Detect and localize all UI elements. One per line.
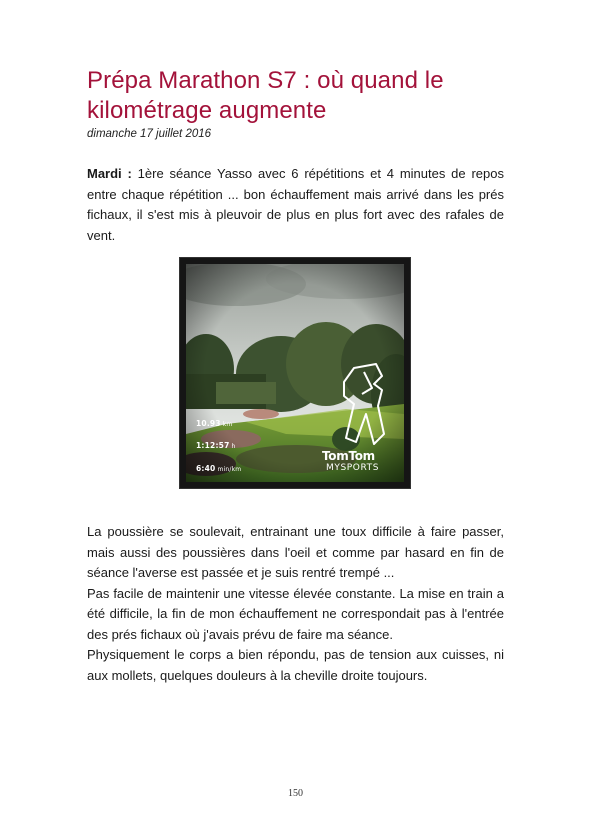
page-number: 150 [288,788,303,799]
duration-stat: 1:12:57 h [196,441,236,450]
tomtom-logo: TomTom [322,449,375,463]
paragraph-line: La poussière se soulevait, entrainant une toux difficile à faire passer, mais aussi des poussières dans l'oeil et comme par hasard en fin de séance l'averse est passée et je suis rentré trempé ... [87,524,504,580]
post-date: dimanche 17 juillet 2016 [87,128,212,140]
paragraph-line: Pas facile de maintenir une vitesse élevée constante. La mise en train a été difficile, la fin de mon échauffement ne correspondait pas à l'entrée des prés fichaux où j'avais prévu de faire ma séance. [87,585,504,642]
paragraph-lead: Mardi : [87,166,132,181]
post-title: Prépa Marathon S7 : où quand le kilométrage augmente [87,67,444,124]
pace-stat: 6:40 min/km [196,464,242,473]
mysports-label: MYSPORTS [326,463,380,473]
paragraph-text: 1ère séance Yasso avec 6 répétitions et 4 minutes de repos entre chaque répétition ... bon échauffement mais arrivé dans les prés fichaux, il s'est mis à pleuvoir de plus en plus fort avec des rafales de vent. [87,166,504,243]
distance-stat: 10.93 km [196,419,233,428]
run-photo [180,258,410,488]
paragraph-line: Physiquement le corps a bien répondu, pas de tension aux cuisses, ni aux mollets, quelques douleurs à la cheville droite toujours. [87,647,504,683]
paragraph-mardi [87,164,504,246]
paragraph-block [87,522,504,686]
